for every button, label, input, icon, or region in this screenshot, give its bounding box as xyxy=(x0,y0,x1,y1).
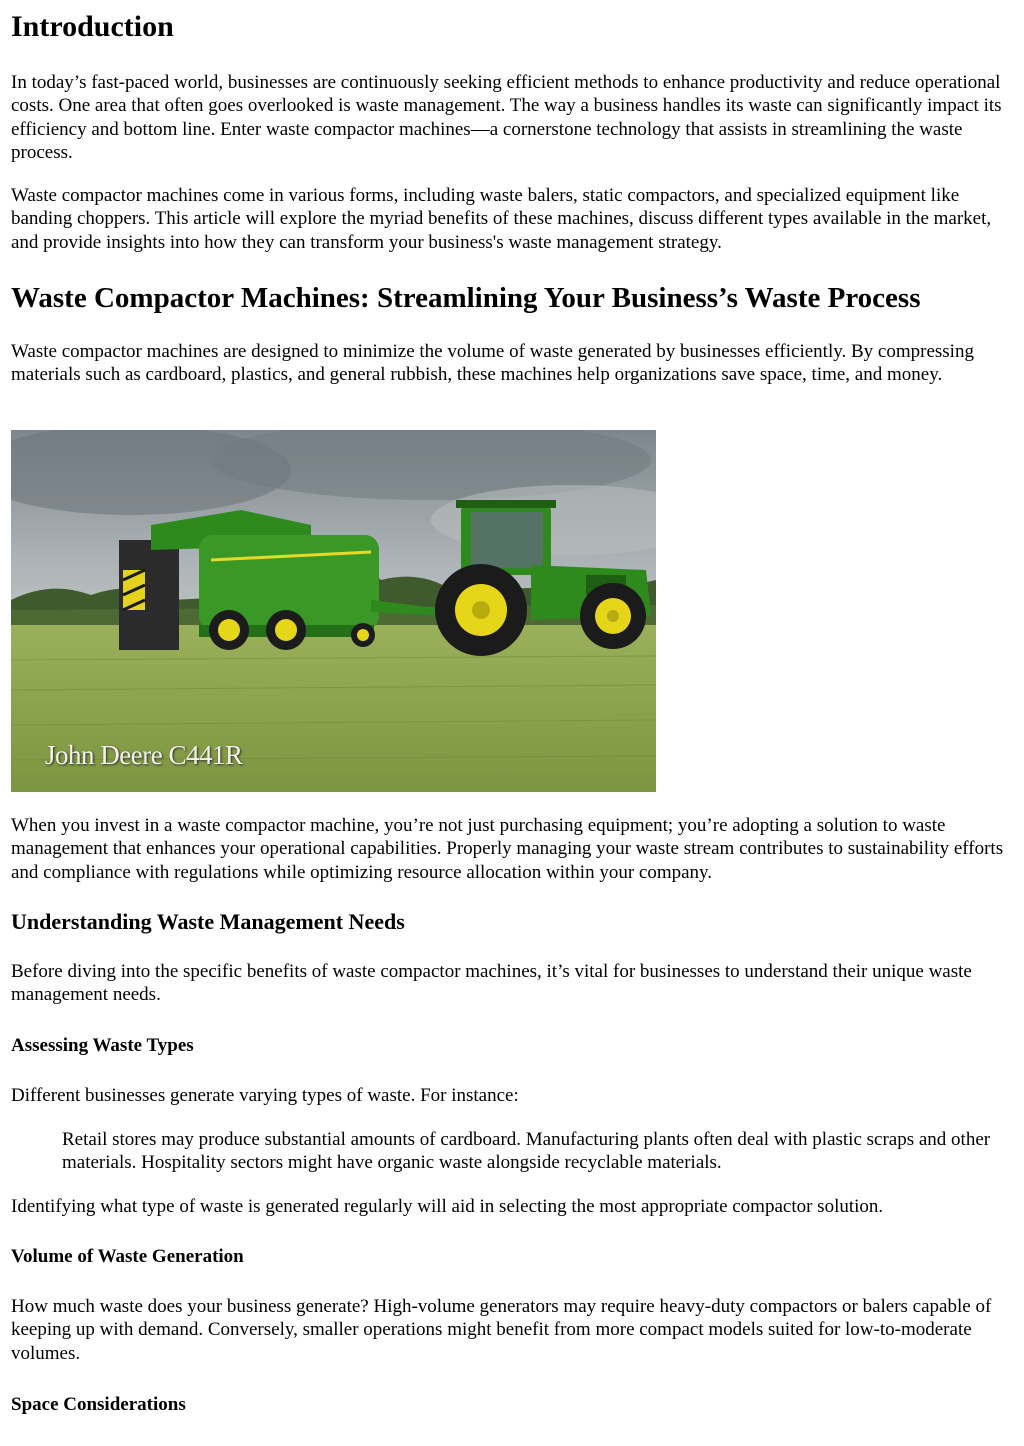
tractor-baler-image xyxy=(11,430,656,792)
main-paragraph-2: When you invest in a waste compactor machine, you’re not just purchasing equipment; you’re adopting a solution to waste management that enhances your operational capabilities. Properly managing your waste stream contributes to sustainability efforts and compliance with regulations while optimizing resource allocation within your company. xyxy=(11,815,1004,883)
section-heading-main: Waste Compactor Machines: Streamlining Your Business’s Waste Process xyxy=(11,282,921,314)
assessing-blockquote: Retail stores may produce substantial amounts of cardboard. Manufacturing plants often deal with plastic scraps and other materials. Hospitality sectors might have organic waste alongside recyclable materials. xyxy=(62,1129,991,1174)
subheading-space-considerations: Space Considerations xyxy=(11,1394,186,1415)
subheading-assessing-waste-types: Assessing Waste Types xyxy=(11,1035,194,1056)
intro-heading: Introduction xyxy=(11,10,174,43)
image-caption: John Deere C441R xyxy=(45,740,243,770)
section-heading-needs: Understanding Waste Management Needs xyxy=(11,909,405,934)
assessing-paragraph-1: Different businesses generate varying types of waste. For instance: xyxy=(11,1085,519,1106)
assessing-paragraph-2: Identifying what type of waste is generated regularly will aid in selecting the most appropriate compactor solution. xyxy=(11,1196,884,1217)
intro-paragraph-2: Waste compactor machines come in various forms, including waste balers, static compactors, and specialized equipment like banding choppers. This article will explore the myriad benefits of these machines, discuss different types available in the market, and provide insights into how they can transform your business's waste management strategy. xyxy=(11,185,992,253)
volume-paragraph-1: How much waste does your business generate? High-volume generators may require heavy-duty compactors or balers capable of keeping up with demand. Conversely, smaller operations might benefit from more compact models suited for low-to-moderate volumes. xyxy=(11,1296,992,1364)
needs-paragraph-1: Before diving into the specific benefits of waste compactor machines, it’s vital for businesses to understand their unique waste management needs. xyxy=(11,961,972,1006)
main-paragraph-1: Waste compactor machines are designed to minimize the volume of waste generated by businesses efficiently. By compressing materials such as cardboard, plastics, and general rubbish, these machines help organizations save space, time, and money. xyxy=(11,341,974,386)
subheading-volume-of-waste: Volume of Waste Generation xyxy=(11,1246,244,1267)
intro-paragraph-1: In today’s fast-paced world, businesses are continuously seeking efficient methods to enhance productivity and reduce operational costs. One area that often goes overlooked is waste management. The way a business handles its waste can significantly impact its efficiency and bottom line. Enter waste compactor machines—a cornerstone technology that assists in streamlining the waste process. xyxy=(11,72,1002,163)
